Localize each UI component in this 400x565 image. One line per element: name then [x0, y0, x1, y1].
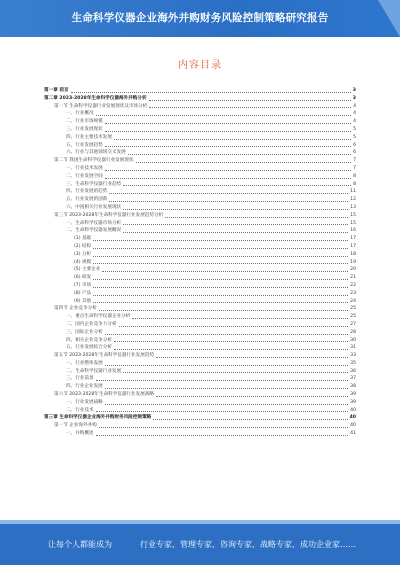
toc-entry[interactable]: [44, 414, 356, 422]
toc-leader-dots: [109, 200, 348, 202]
toc-leader-dots: [105, 145, 351, 147]
toc-entry[interactable]: [44, 118, 356, 126]
toc-entry-title: 四、相关企业竞争分析: [66, 337, 112, 343]
toc-entry[interactable]: [44, 344, 356, 352]
toc-leader-dots: [132, 317, 348, 319]
toc-leader-dots: [105, 387, 348, 389]
toc-leader-dots: [128, 153, 351, 155]
toc-entry-title: 第六节 2023-2028年生命科学仪器行业发展战略: [54, 392, 155, 398]
toc-page-number: 22: [350, 282, 356, 288]
toc-entry[interactable]: [44, 407, 356, 415]
toc-entry[interactable]: [44, 196, 356, 204]
toc-entry[interactable]: [44, 212, 356, 220]
toc-entry[interactable]: [44, 243, 356, 251]
toc-entry[interactable]: [44, 188, 356, 196]
toc-page-number: 17: [350, 236, 356, 242]
toc-entry-title: 第一节 企业海外并购: [54, 423, 97, 429]
footer-stripe: [0, 520, 400, 524]
toc-entry-title: 三、行业前景: [66, 376, 94, 382]
footer-bar: [0, 520, 400, 565]
toc-page-number: 27: [350, 321, 356, 327]
toc-entry-title: (9) 其他: [74, 298, 92, 304]
toc-entry-title: 三、国际企业分析: [66, 329, 103, 335]
toc-page-number: 16: [350, 228, 356, 234]
toc-leader-dots: [149, 99, 351, 101]
toc-entry-title: 第一章 前言: [44, 88, 69, 93]
toc-entry-title: 第一节 生命科学仪器行业发展现状及市场分析: [54, 103, 148, 109]
toc-entry-title: 五、行业发展综合分析: [66, 345, 112, 351]
toc-page-number: 6: [353, 142, 356, 148]
toc-page-number: 5: [353, 134, 356, 140]
footer-slogan-right: 行业专家、管理专家、咨询专家、战略专家、成功企业家……: [140, 540, 356, 549]
toc-entry[interactable]: [44, 126, 356, 134]
toc-entry-title: 三、生命科学仪器行业趋势: [66, 181, 122, 187]
toc-entry-title: (2) 结构: [74, 243, 92, 249]
toc-entry[interactable]: [44, 430, 356, 438]
toc-page-number: 7: [353, 158, 356, 164]
toc-page-number: 15: [350, 212, 356, 218]
toc-leader-dots: [123, 184, 351, 186]
toc-entry[interactable]: [44, 383, 356, 391]
toc-page-number: 8: [353, 181, 356, 187]
toc-entry-title: 五、行业发展趋势: [66, 142, 103, 148]
toc-entry[interactable]: [44, 368, 356, 376]
toc-entry-title: 一、生命科学仪器市场分析: [66, 220, 122, 226]
toc-leader-dots: [96, 379, 349, 381]
toc-leader-dots: [102, 270, 348, 272]
toc-leader-dots: [96, 410, 349, 412]
toc-leader-dots: [123, 223, 348, 225]
toc-leader-dots: [93, 301, 348, 303]
toc-entry[interactable]: [44, 391, 356, 399]
toc-leader-dots: [105, 169, 351, 171]
toc-entry-title: 一、行业技术发展: [66, 165, 103, 171]
toc-entry-title: 四、行业企业发展: [66, 384, 103, 390]
toc-leader-dots: [105, 364, 348, 366]
report-title: 生命科学仪器企业海外并购财务风险控制策略研究报告: [71, 12, 329, 24]
toc-leader-dots: [99, 426, 348, 428]
toc-entry[interactable]: [44, 87, 356, 95]
toc-page-number: 33: [350, 353, 356, 359]
toc-leader-dots: [156, 356, 348, 358]
toc-entry-title: 三、行业发展现状: [66, 126, 103, 132]
toc-leader-dots: [123, 371, 348, 373]
toc-entry[interactable]: [44, 321, 356, 329]
toc-entry[interactable]: [44, 134, 356, 142]
toc-page-number: 4: [353, 111, 356, 117]
toc-leader-dots: [105, 333, 348, 335]
toc-entry[interactable]: [44, 290, 356, 298]
toc-entry-title: (6) 研发: [74, 275, 92, 281]
toc-page-number: 30: [350, 337, 356, 343]
toc-entry-title: 第五节 2023-2028年生命科学仪器行业发展趋势: [54, 353, 155, 359]
toc-leader-dots: [93, 239, 348, 241]
toc-leader-dots: [119, 325, 349, 327]
toc-leader-dots: [123, 231, 348, 233]
toc-entry-title: (8) 产品: [74, 290, 92, 296]
toc-entry[interactable]: [44, 266, 356, 274]
toc-entry[interactable]: [44, 173, 356, 181]
toc-leader-dots: [105, 130, 351, 132]
table-of-contents: [44, 87, 356, 512]
toc-page-number: 12: [350, 197, 356, 203]
toc-leader-dots: [156, 395, 348, 397]
toc-entry[interactable]: [44, 360, 356, 368]
toc-entry[interactable]: [44, 305, 356, 313]
toc-entry-title: 第二章 2023-2028年生命科学仪器海外并购分析: [44, 95, 147, 101]
toc-entry[interactable]: [44, 142, 356, 150]
toc-entry-title: 二、行业技术: [66, 407, 94, 413]
toc-entry-title: 第三节 2023-2028年生命科学仪器行业发展趋势分析: [54, 212, 164, 218]
toc-entry-title: 一、行业整体发展: [66, 360, 103, 366]
toc-leader-dots: [105, 177, 351, 179]
toc-leader-dots: [96, 434, 349, 436]
toc-entry-title: 二、生命科学仪器行业发展: [66, 368, 122, 374]
toc-entry[interactable]: [44, 149, 356, 157]
toc-entry-title: 一、行业概况: [66, 111, 94, 117]
toc-page-number: 40: [350, 407, 356, 413]
toc-entry-title: 第三章 生命科学仪器企业海外并购财务风险控制策略: [44, 415, 152, 421]
toc-entry-title: (7) 市场: [74, 282, 92, 288]
toc-leader-dots: [105, 122, 351, 124]
toc-page-number: 28: [350, 329, 356, 335]
toc-page-number: 40: [349, 415, 356, 421]
toc-entry[interactable]: [44, 251, 356, 259]
toc-leader-dots: [105, 403, 348, 405]
toc-entry[interactable]: [44, 282, 356, 290]
toc-entry-title: 四、行业发展的趋势: [66, 189, 108, 195]
toc-entry-title: (5) 主要企业: [74, 267, 101, 273]
toc-heading: 内容目录: [178, 60, 222, 71]
toc-page-number: 13: [350, 204, 356, 210]
toc-entry[interactable]: [44, 399, 356, 407]
toc-page-number: 25: [350, 314, 356, 320]
toc-leader-dots: [165, 216, 348, 218]
toc-leader-dots: [93, 286, 348, 288]
toc-page-number: 19: [350, 259, 356, 265]
toc-leader-dots: [71, 91, 351, 93]
toc-entry[interactable]: [44, 352, 356, 360]
toc-entry-title: (3) 分析: [74, 251, 92, 257]
toc-entry-title: 二、生命科学仪器发展概况: [66, 228, 122, 234]
toc-entry-title: 二、行业市场规模: [66, 119, 103, 125]
toc-entry-title: 一、并购概述: [66, 431, 94, 437]
toc-entry[interactable]: [44, 227, 356, 235]
toc-entry[interactable]: [44, 95, 356, 103]
toc-leader-dots: [93, 247, 348, 249]
toc-leader-dots: [149, 106, 351, 108]
toc-page-number: 4: [353, 103, 356, 109]
toc-page-number: 23: [350, 290, 356, 296]
toc-page-number: 37: [350, 376, 356, 382]
toc-page-number: 25: [350, 306, 356, 312]
toc-entry[interactable]: [44, 220, 356, 228]
toc-entry[interactable]: [44, 329, 356, 337]
toc-entry[interactable]: [44, 298, 356, 306]
toc-entry-title: 一、行业发展战略: [66, 399, 103, 405]
header-bar: [0, 0, 400, 37]
toc-page-number: 39: [350, 392, 356, 398]
toc-page-number: 40: [350, 423, 356, 429]
toc-entry-title: 二、行业发展空间: [66, 173, 103, 179]
toc-leader-dots: [93, 278, 348, 280]
toc-page-number: 17: [350, 243, 356, 249]
toc-entry-title: 五、行业发展的创新: [66, 197, 108, 203]
toc-entry[interactable]: [44, 165, 356, 173]
toc-leader-dots: [114, 348, 348, 350]
toc-entry-title: 二、国内企业竞争力分析: [66, 321, 117, 327]
toc-entry-title: (4) 规模: [74, 259, 92, 265]
toc-leader-dots: [136, 161, 352, 163]
toc-leader-dots: [114, 138, 351, 140]
toc-page-number: 5: [353, 126, 356, 132]
toc-page-number: 6: [353, 150, 356, 156]
toc-leader-dots: [93, 294, 348, 296]
toc-leader-dots: [109, 192, 348, 194]
toc-leader-dots: [153, 418, 347, 420]
toc-entry[interactable]: [44, 337, 356, 345]
toc-page-number: 20: [350, 267, 356, 273]
toc-entry[interactable]: [44, 103, 356, 111]
toc-entry[interactable]: [44, 204, 356, 212]
toc-entry[interactable]: [44, 110, 356, 118]
footer-slogan-left: 让每个人都能成为: [48, 540, 112, 549]
toc-page-number: 24: [350, 298, 356, 304]
toc-entry[interactable]: [44, 157, 356, 165]
toc-entry[interactable]: [44, 274, 356, 282]
toc-entry[interactable]: [44, 422, 356, 430]
toc-leader-dots: [93, 255, 348, 257]
toc-entry-title: 六、中国相关行业发展现状: [66, 204, 122, 210]
toc-leader-dots: [99, 309, 348, 311]
toc-leader-dots: [123, 208, 348, 210]
toc-page-number: 8: [353, 173, 356, 179]
toc-entry-title: (1) 基础: [74, 236, 92, 242]
toc-page-number: 7: [353, 165, 356, 171]
toc-entry[interactable]: [44, 259, 356, 267]
toc-leader-dots: [114, 340, 348, 342]
toc-entry-title: 第四节 企业竞争分析: [54, 306, 97, 312]
toc-entry[interactable]: [44, 313, 356, 321]
toc-page-number: 21: [350, 275, 356, 281]
toc-page-number: 31: [350, 345, 356, 351]
toc-page-number: 18: [350, 251, 356, 257]
toc-page-number: 38: [350, 384, 356, 390]
toc-page-number: 4: [353, 119, 356, 125]
toc-leader-dots: [93, 262, 348, 264]
toc-page-number: 36: [350, 368, 356, 374]
toc-page-number: 15: [350, 220, 356, 226]
toc-entry-title: 六、行业与其他领域交叉发展: [66, 150, 126, 156]
toc-entry-title: 一、重点生命科学仪器企业分析: [66, 314, 131, 320]
toc-page-number: 41: [350, 431, 356, 437]
toc-page-number: 3: [352, 95, 356, 101]
toc-leader-dots: [96, 114, 351, 116]
toc-page-number: 39: [350, 399, 356, 405]
toc-entry-title: 四、行业主要技术发展: [66, 134, 112, 140]
toc-entry[interactable]: [44, 181, 356, 189]
toc-page-number: 11: [350, 189, 356, 195]
toc-page-number: 35: [350, 360, 356, 366]
toc-entry-title: 第二节 我国生命科学仪器行业发展现状: [54, 158, 134, 164]
toc-page-number: 3: [352, 88, 356, 93]
toc-entry[interactable]: [44, 375, 356, 383]
toc-entry[interactable]: [44, 235, 356, 243]
